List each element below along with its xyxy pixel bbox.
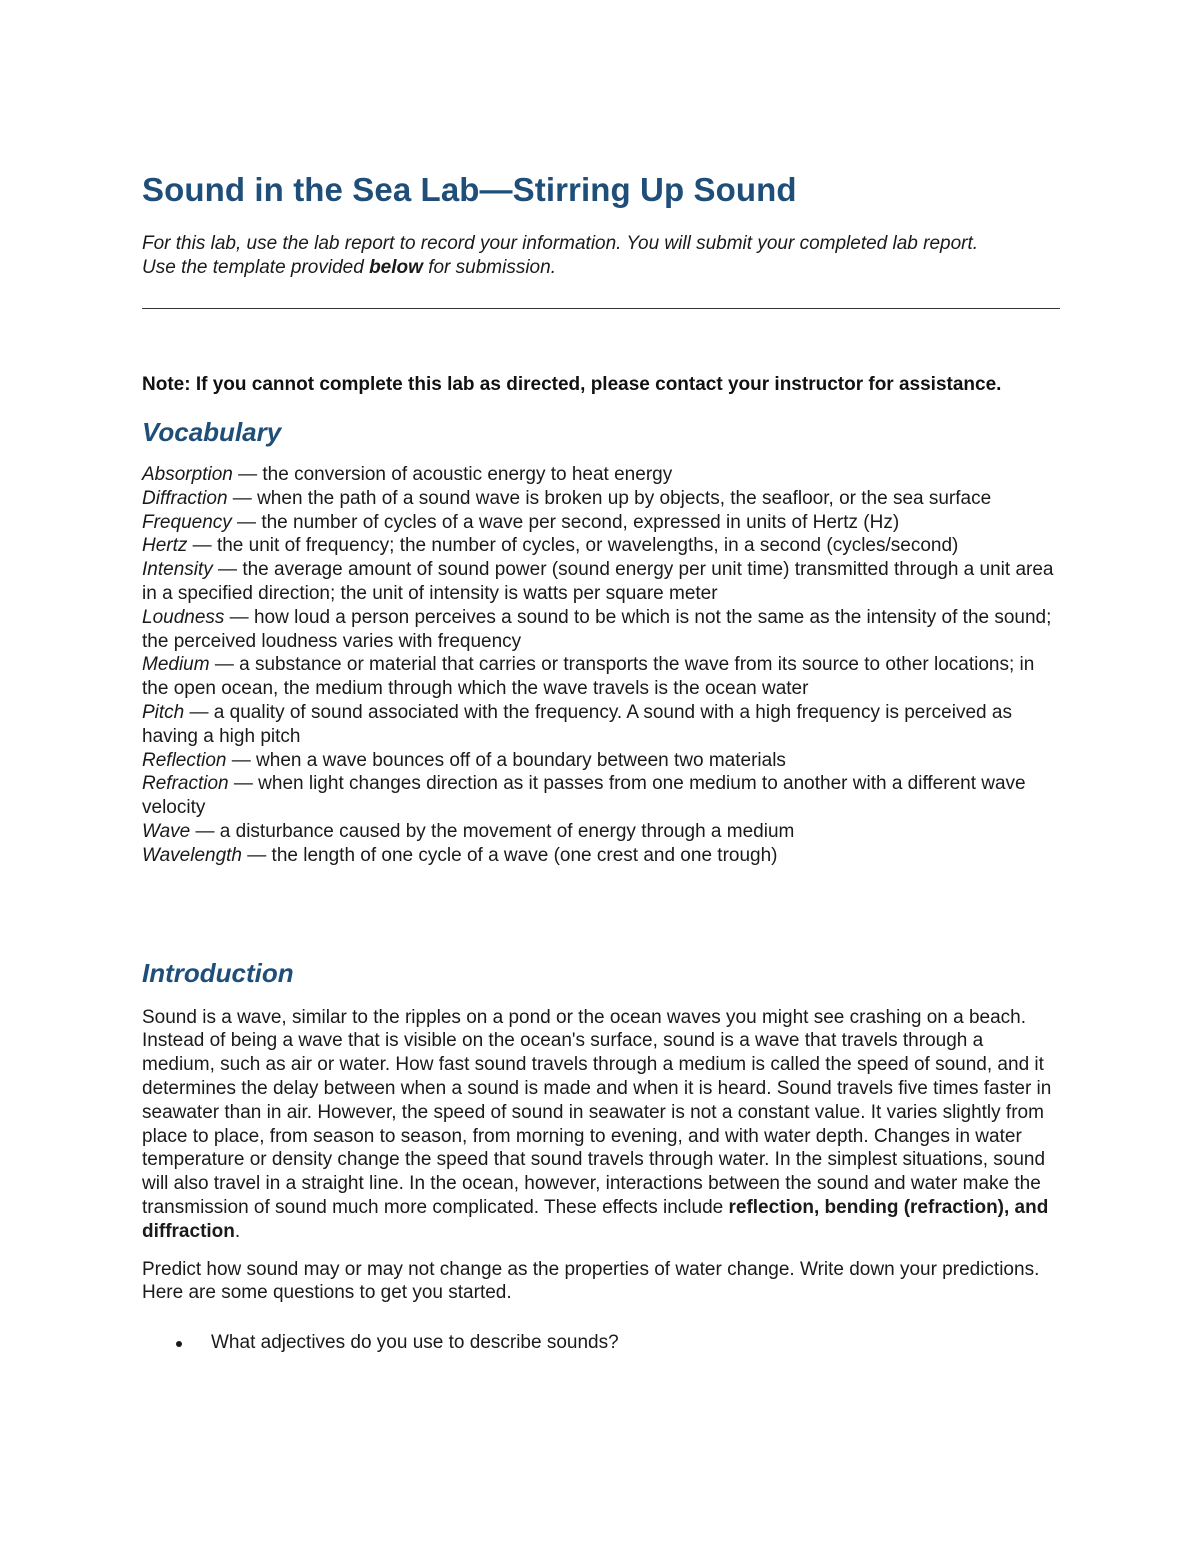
instructions-line-2-start: Use the template provided [142, 257, 370, 278]
vocabulary-item [142, 749, 1060, 773]
vocabulary-definition: — when the path of a sound wave is broken up by objects, the seafloor, or the sea surface [227, 487, 992, 509]
introduction-heading: Introduction [142, 957, 294, 988]
vocabulary-term: Medium [142, 654, 210, 676]
question-text: What adjectives do you use to describe sounds? [211, 1332, 619, 1354]
vocabulary-term: Pitch [142, 701, 185, 723]
vocabulary-item [142, 534, 1060, 558]
vocabulary-term: Wave [142, 820, 191, 842]
vocabulary-definition: — the average amount of sound power (sound energy per unit time) transmitted through a unit area in a specified direction; the unit of intensity is watts per square meter [142, 559, 1054, 604]
vocabulary-definition: — when light changes direction as it passes from one medium to another with a different wave velocity [142, 773, 1026, 819]
vocabulary-item [142, 844, 1060, 868]
instructions-line-2 [142, 256, 1060, 280]
vocabulary-definition: — a disturbance caused by the movement of energy through a medium [190, 820, 795, 842]
horizontal-divider [142, 308, 1060, 309]
vocabulary-item [142, 772, 1060, 820]
note-text: Note: If you cannot complete this lab as directed, please contact your instructor for assistance. [142, 374, 1002, 395]
instructions [142, 232, 1060, 280]
vocabulary-definition: — a quality of sound associated with the frequency. A sound with a high frequency is perceived as having a high pitch [142, 701, 1012, 747]
introduction-text: Sound is a wave, similar to the ripples on a pond or the ocean waves you might see crashing on a beach. Instead of being a wave that is visible on the ocean's surface, sound is a wave that travels through a medium, such as air or water. How fast sound travels through a medium is called the speed of sound, and it determines the delay between when a sound is made and when it is heard. Sound travels five times faster in seawater than in air. However, the speed of sound in seawater is not a constant value. It varies slightly from place to place, from season to season, from morning to evening, and with water depth. Changes in water temperature or density change the speed that sound travels through water. In the simplest situations, sound will also travel in a straight line. In the ocean, however, interactions between the sound and water make the transmission of sound much more complicated. These effects include [142, 1006, 1052, 1218]
vocabulary-item [142, 606, 1060, 654]
vocabulary-item [142, 487, 1060, 511]
vocabulary-definition: — the number of cycles of a wave per second, expressed in units of Hertz (Hz) [231, 511, 900, 533]
vocabulary-definition: — a substance or material that carries or transports the wave from its source to other locations; in the open ocean, the medium through which the wave travels is the ocean water [142, 654, 1035, 700]
vocabulary-definition: — how loud a person perceives a sound to be which is not the same as the intensity of the sound; the perceived loudness varies with frequency [142, 606, 1052, 652]
vocabulary-term: Hertz [142, 535, 188, 557]
vocabulary-item [142, 653, 1060, 701]
vocabulary-term: Loudness [142, 606, 225, 628]
bullet-icon [176, 1341, 182, 1347]
prediction-paragraph: Predict how sound may or may not change as the properties of water change. Write down your predictions. Here are some questions to get you started. [142, 1258, 1040, 1304]
document-page [142, 168, 1060, 1374]
question-list-item [142, 1331, 1060, 1355]
vocabulary-term: Reflection [142, 749, 227, 771]
vocabulary-term: Frequency [142, 511, 232, 533]
introduction-text-end: . [234, 1220, 241, 1242]
vocabulary-heading: Vocabulary [142, 417, 282, 447]
vocabulary-item [142, 820, 1060, 844]
vocabulary-term: Intensity [142, 559, 213, 581]
introduction-emphasis: reflection, bending (refraction), and diffraction [142, 1196, 1049, 1242]
vocabulary-definition: — the conversion of acoustic energy to heat energy [232, 464, 673, 485]
vocabulary-definition: — when a wave bounces off of a boundary between two materials [226, 749, 786, 771]
vocabulary-term: Refraction [142, 773, 229, 795]
vocabulary-term: Absorption [142, 464, 233, 485]
document-title: Sound in the Sea Lab—Stirring Up Sound [142, 171, 797, 208]
vocabulary-item [142, 463, 1060, 487]
introduction-paragraph [142, 1006, 1060, 1244]
question-list [142, 1331, 1060, 1355]
vocabulary-item [142, 701, 1060, 749]
vocabulary-item [142, 511, 1060, 535]
vocabulary-term: Diffraction [142, 487, 228, 509]
vocabulary-definition: — the length of one cycle of a wave (one crest and one trough) [242, 844, 778, 866]
instructions-line-2-end: for submission. [422, 257, 556, 278]
vocabulary-list [142, 463, 1060, 868]
instructions-line-1: For this lab, use the lab report to record your information. You will submit your completed lab report. [142, 233, 979, 254]
vocabulary-definition: — the unit of frequency; the number of cycles, or wavelengths, in a second (cycles/second) [187, 535, 959, 557]
instructions-emphasis: below [369, 257, 423, 278]
vocabulary-term: Wavelength [142, 844, 242, 866]
vocabulary-item [142, 558, 1060, 606]
